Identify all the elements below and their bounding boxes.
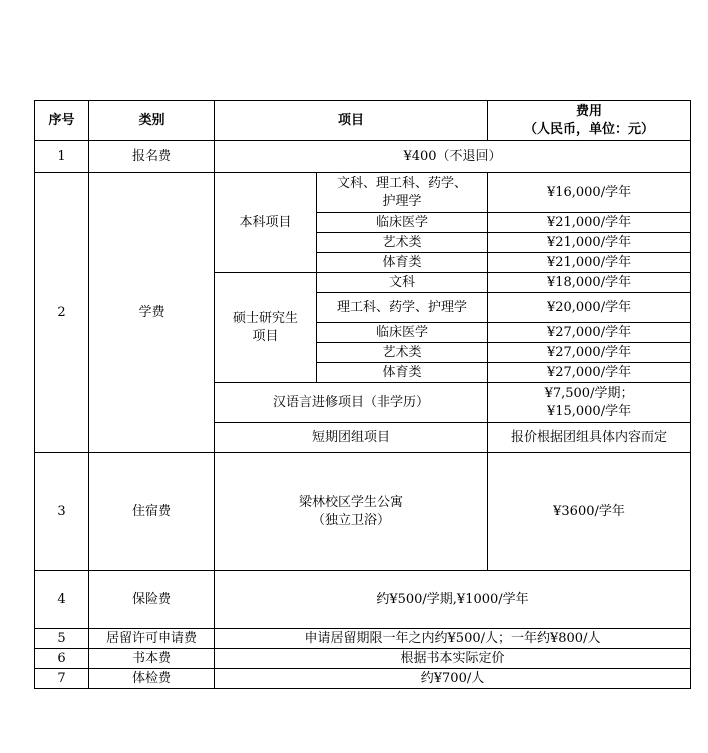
table-row-residence-permit (35, 629, 691, 649)
cell-fee: ¥400（不退回） (215, 141, 691, 173)
cell-category: 居留许可申请费 (89, 629, 215, 649)
cell-fee: ¥27,000/学年 (488, 343, 691, 363)
header-fee (488, 101, 691, 141)
cell-fee: 申请居留期限一年之内约¥500/人；一年约¥800/人 (215, 629, 691, 649)
header-fee-line2: （人民币，单位：元） (524, 121, 655, 137)
cell-fee: 约¥700/人 (215, 669, 691, 689)
cell-program-undergrad: 本科项目 (215, 173, 317, 273)
cell-fee-line1: ¥7,500/学期； (544, 385, 634, 401)
table-row-accommodation (35, 453, 691, 571)
header-item: 项目 (215, 101, 488, 141)
cell-fee: 根据书本实际定价 (215, 649, 691, 669)
cell-item: 艺术类 (317, 233, 488, 253)
cell-category: 报名费 (89, 141, 215, 173)
cell-item (317, 173, 488, 213)
cell-item-line2: 护理学 (382, 193, 422, 209)
cell-category: 学费 (89, 173, 215, 453)
header-row (35, 101, 691, 141)
cell-item: 临床医学 (317, 213, 488, 233)
cell-fee: 约¥500/学期,¥1000/学年 (215, 571, 691, 629)
fee-table (34, 100, 691, 689)
cell-item: 短期团组项目 (215, 423, 488, 453)
cell-item: 体育类 (317, 363, 488, 383)
cell-program-line2: 项目 (252, 328, 279, 344)
cell-program-master (215, 273, 317, 383)
header-category: 类别 (89, 101, 215, 141)
cell-no: 6 (35, 649, 89, 669)
cell-no: 5 (35, 629, 89, 649)
cell-fee: ¥18,000/学年 (488, 273, 691, 293)
cell-fee: ¥27,000/学年 (488, 363, 691, 383)
header-no: 序号 (35, 101, 89, 141)
cell-category: 住宿费 (89, 453, 215, 571)
cell-item: 艺术类 (317, 343, 488, 363)
cell-no: 7 (35, 669, 89, 689)
cell-category: 体检费 (89, 669, 215, 689)
cell-item: 临床医学 (317, 323, 488, 343)
cell-item-line1: 梁林校区学生公寓 (299, 494, 404, 510)
cell-item-line1: 文科、理工科、药学、 (337, 175, 468, 191)
table-row-medical (35, 669, 691, 689)
cell-fee: ¥3600/学年 (488, 453, 691, 571)
cell-no: 1 (35, 141, 89, 173)
cell-fee: 报价根据团组具体内容而定 (488, 423, 691, 453)
cell-fee: ¥20,000/学年 (488, 293, 691, 323)
cell-item-line2: （独立卫浴） (312, 512, 391, 528)
cell-fee: ¥21,000/学年 (488, 213, 691, 233)
cell-no: 3 (35, 453, 89, 571)
cell-fee (488, 383, 691, 423)
cell-program-line1: 硕士研究生 (232, 310, 298, 326)
cell-fee-line2: ¥15,000/学年 (546, 403, 632, 419)
cell-category: 书本费 (89, 649, 215, 669)
cell-fee: ¥21,000/学年 (488, 233, 691, 253)
header-fee-line1: 费用 (576, 103, 603, 119)
cell-item (215, 453, 488, 571)
cell-fee: ¥16,000/学年 (488, 173, 691, 213)
cell-fee: ¥21,000/学年 (488, 253, 691, 273)
table-row-registration (35, 141, 691, 173)
cell-fee: ¥27,000/学年 (488, 323, 691, 343)
cell-item: 体育类 (317, 253, 488, 273)
cell-no: 2 (35, 173, 89, 453)
cell-item: 汉语言进修项目（非学历） (215, 383, 488, 423)
cell-no: 4 (35, 571, 89, 629)
table-row-books (35, 649, 691, 669)
cell-item: 理工科、药学、护理学 (317, 293, 488, 323)
table-row-undergrad-1 (35, 173, 691, 213)
cell-item: 文科 (317, 273, 488, 293)
cell-category: 保险费 (89, 571, 215, 629)
table-row-insurance (35, 571, 691, 629)
